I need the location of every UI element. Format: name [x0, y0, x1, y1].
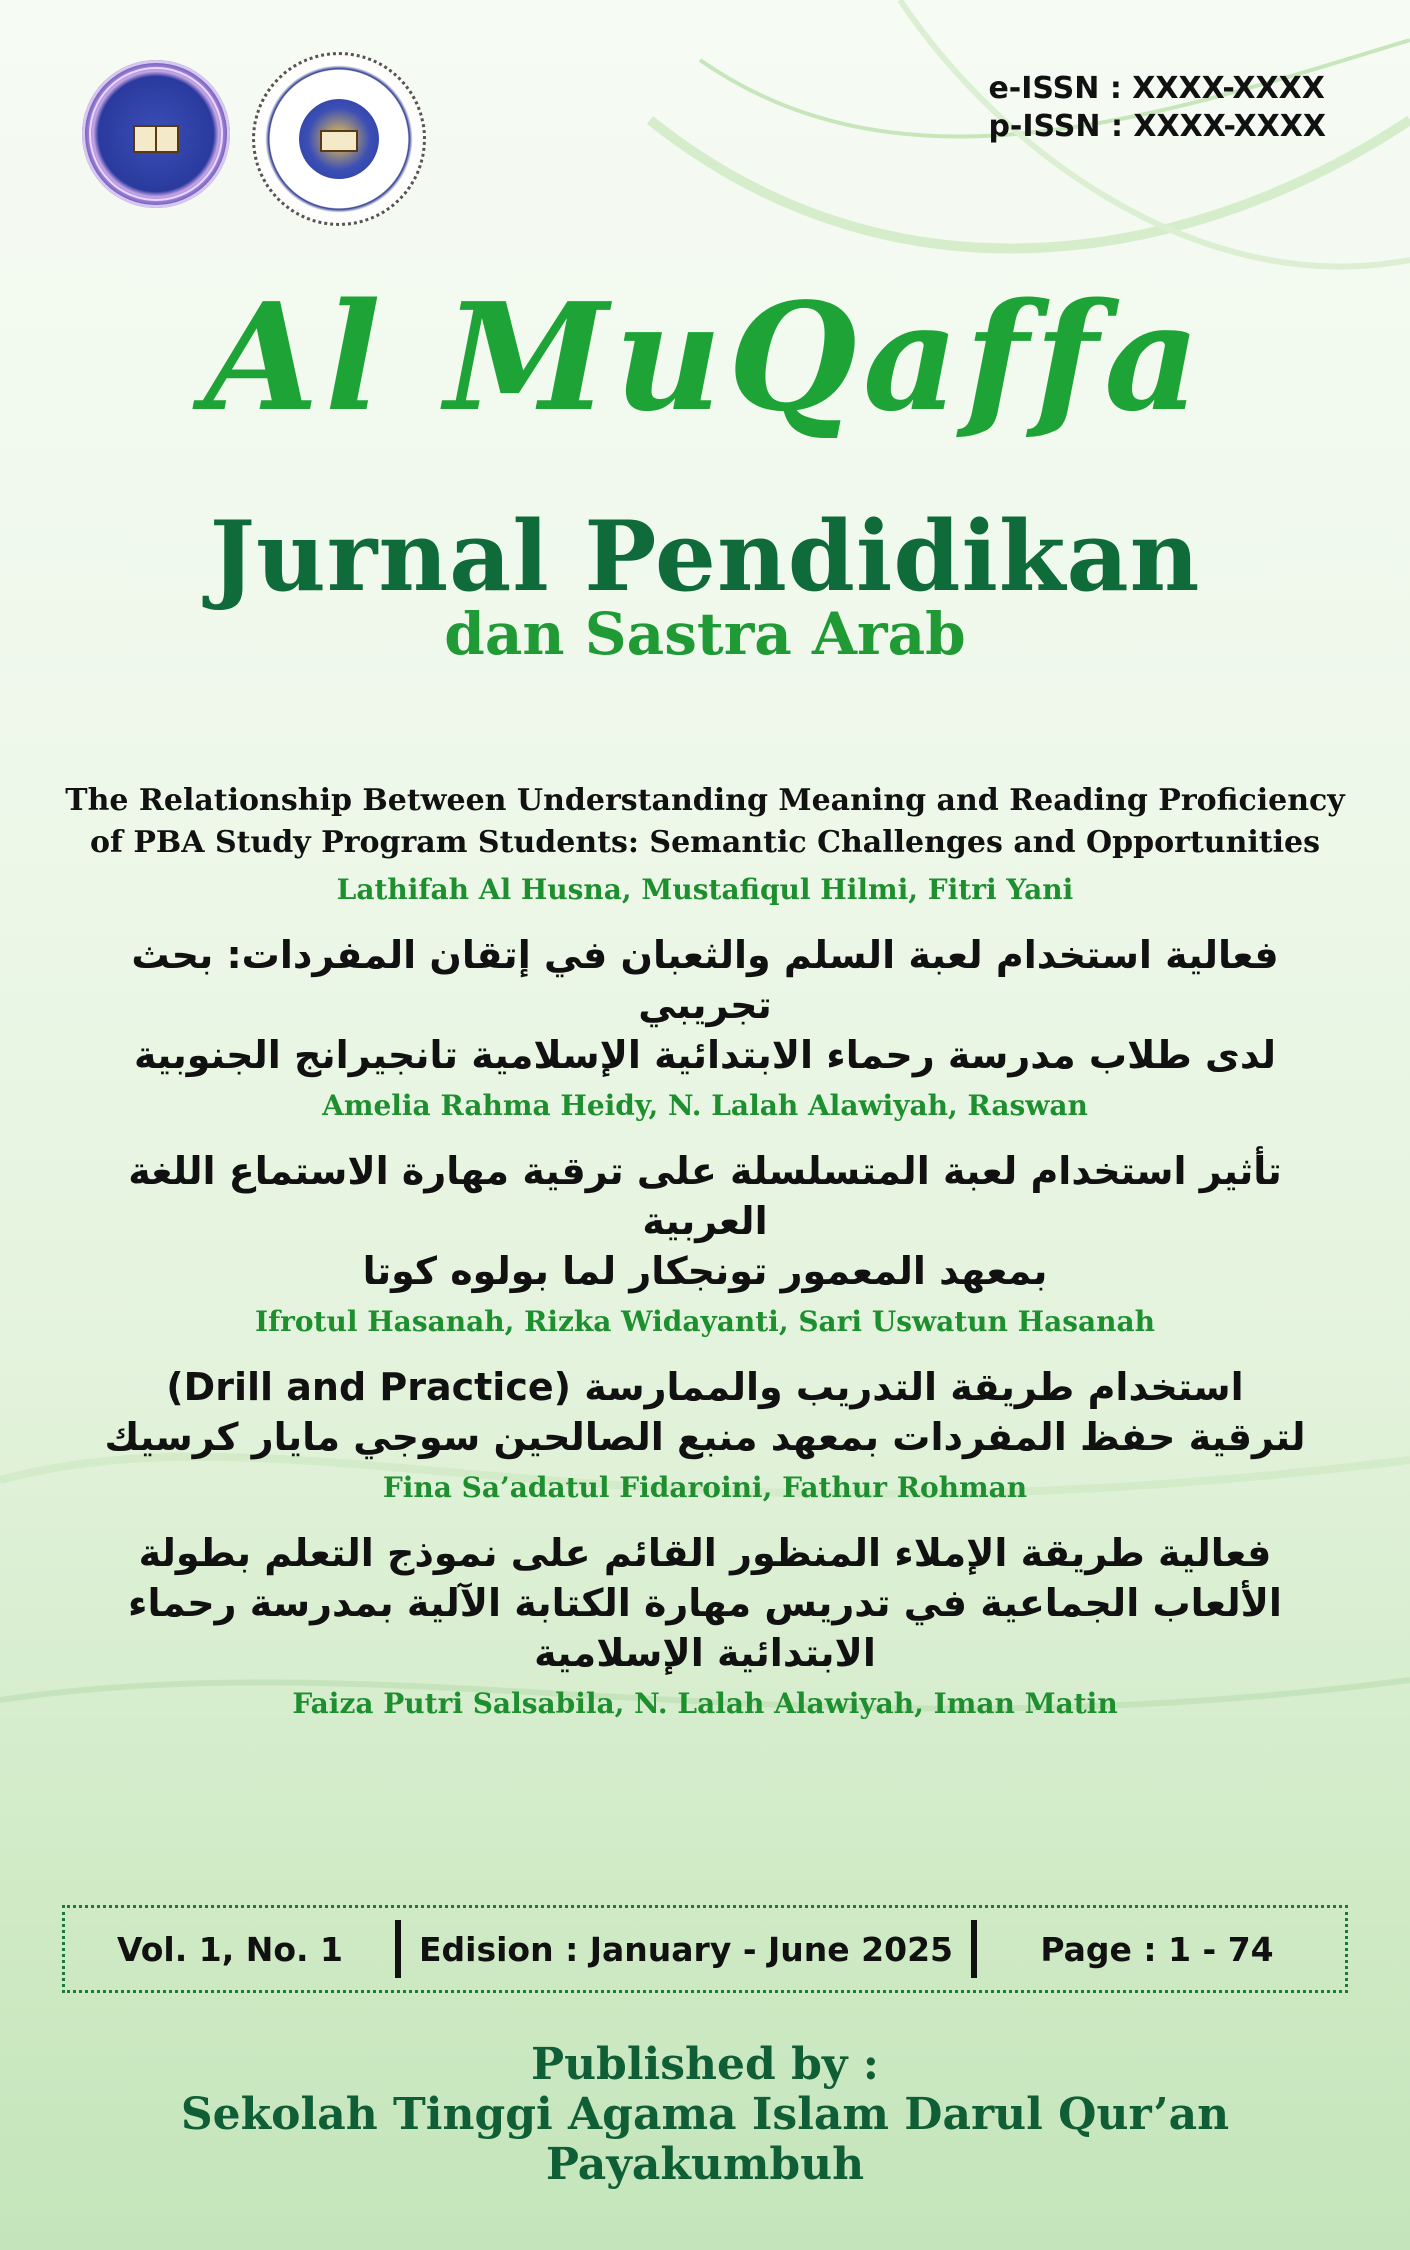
article-title [60, 1362, 1350, 1462]
volume-label: Vol. 1, No. 1 [116, 1929, 343, 1969]
article-title-line: فعالية استخدام لعبة السلم والثعبان في إتقان المفردات: بحث تجريبي [131, 933, 1279, 1027]
article-title-line: بمعهد المعمور تونجكار لما بولوه كوتا [362, 1249, 1048, 1293]
article-title-line: الابتدائية الإسلامية [534, 1631, 876, 1675]
pba-logo [252, 52, 426, 226]
article-authors: Faiza Putri Salsabila, N. Lalah Alawiyah, Iman Matin [292, 1687, 1118, 1720]
issn-block [988, 70, 1326, 146]
article-title-line: لترقية حفظ المفردات بمعهد منبع الصالحين سوجي مايار كرسيك [104, 1415, 1306, 1459]
article-item [60, 1362, 1350, 1510]
article-title-line: The Relationship Between Understanding Meaning and Reading Proficiency [65, 783, 1345, 818]
article-authors: Ifrotul Hasanah, Rizka Widayanti, Sari Uswatun Hasanah [254, 1305, 1156, 1338]
publisher-label: Published by : [530, 2039, 879, 2090]
article-title-line: فعالية طريقة الإملاء المنظور القائم على نموذج التعلم بطولة [138, 1531, 1272, 1575]
journal-title-line2: dan Sastra Arab [444, 600, 966, 668]
article-title [60, 1528, 1350, 1678]
article-title-line: استخدام طريقة التدريب والممارسة (Drill and Practice) [166, 1365, 1244, 1409]
article-authors: Amelia Rahma Heidy, N. Lalah Alawiyah, Raswan [322, 1089, 1088, 1122]
edition-label: Edision : January - June 2025 [418, 1929, 953, 1969]
article-title-line: of PBA Study Program Students: Semantic Challenges and Opportunities [89, 825, 1321, 860]
article-title-line: تأثير استخدام لعبة المتسلسلة على ترقية مهارة الاستماع اللغة العربية [128, 1149, 1282, 1243]
logos [82, 60, 426, 226]
article-authors: Fina Sa’adatul Fidaroini, Fathur Rohman [382, 1471, 1028, 1504]
stai-logo [82, 60, 230, 208]
issue-info-bar [62, 1905, 1348, 1993]
journal-name: Al MuQaffa [203, 270, 1207, 444]
article-title [60, 780, 1350, 864]
article-item [60, 1528, 1350, 1726]
article-title-line: لدى طلاب مدرسة رحماء الابتدائية الإسلامية تانجيرانج الجنوبية [133, 1033, 1277, 1077]
publisher-city: Payakumbuh [545, 2139, 865, 2190]
article-title-line: الألعاب الجماعية في تدريس مهارة الكتابة الآلية بمدرسة رحماء [128, 1581, 1282, 1625]
journal-title-line1: Jurnal Pendidikan [209, 500, 1201, 613]
article-authors: Lathifah Al Husna, Mustafiqul Hilmi, Fitri Yani [336, 873, 1074, 906]
article-title [60, 1146, 1350, 1296]
publisher-name: Sekolah Tinggi Agama Islam Darul Qur’an [180, 2089, 1230, 2140]
pissn-label: p-ISSN : XXXX-XXXX [988, 109, 1326, 144]
article-list [60, 780, 1350, 1740]
article-title [60, 930, 1350, 1080]
article-item [60, 930, 1350, 1128]
publisher-block [0, 2040, 1410, 2190]
article-item [60, 1146, 1350, 1344]
pages-label: Page : 1 - 74 [1040, 1929, 1274, 1969]
article-item [60, 780, 1350, 912]
eissn-label: e-ISSN : XXXX-XXXX [988, 71, 1325, 106]
